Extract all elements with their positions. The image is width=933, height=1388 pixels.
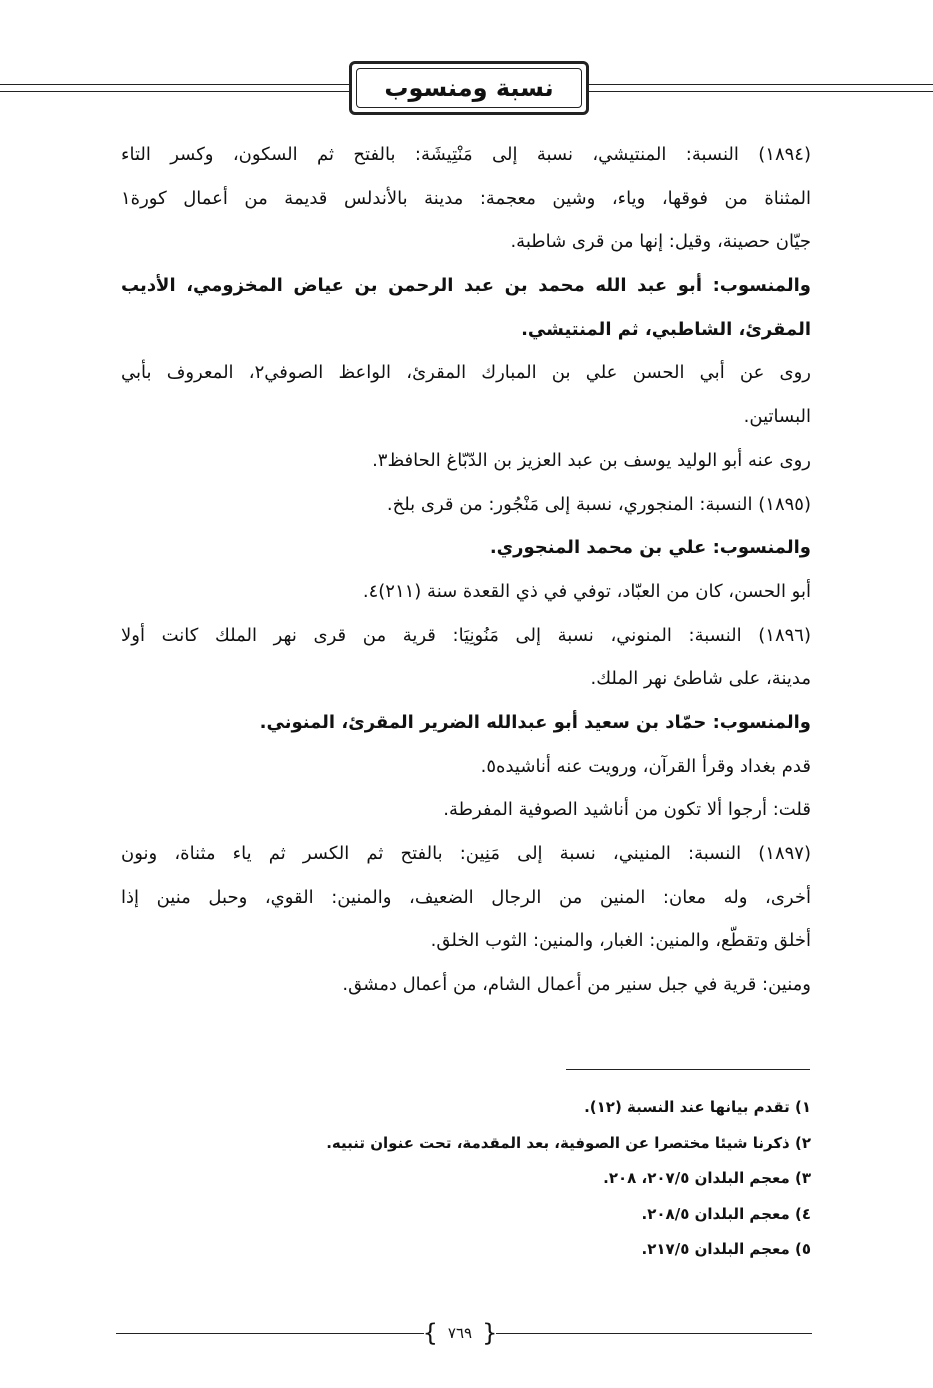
- footnote-4: ٤) معجم البلدان ٢٠٨/٥.: [641, 1204, 811, 1223]
- text-line-20: ومنين: قرية في جبل سنير من أعمال الشام، من أعمال دمشق.: [342, 974, 811, 996]
- text-line-3: جيّان حصينة، وقيل: إنها من قرى شاطبة.: [510, 231, 811, 253]
- header-rule-right-bottom: [589, 91, 933, 92]
- header-title: نسبة ومنسوب: [384, 74, 554, 102]
- footnote-separator: [566, 1069, 810, 1070]
- page-number-rule-left: [116, 1333, 424, 1334]
- text-line-2: المثناة من فوقها، وياء، وشين معجمة: مدينة بالأندلس قديمة من أعمال كورة١: [121, 187, 811, 209]
- text-line-13: مدينة، على شاطئ نهر الملك.: [590, 668, 811, 690]
- page-number-value: ٧٦٩: [447, 1324, 473, 1342]
- footnotes: [121, 1090, 811, 1268]
- text-line-8: روى عنه أبو الوليد يوسف بن عبد العزيز بن الدّبّاغ الحافظ٣.: [372, 449, 811, 471]
- footnote-1: ١) تقدم بيانها عند النسبة (١٢).: [584, 1098, 811, 1116]
- footnote-2: ٢) ذكرنا شيئا مختصرا عن الصوفية، بعد المقدمة، تحت عنوان تنبيه.: [326, 1133, 811, 1152]
- header-rule-left-top: [0, 84, 349, 85]
- text-line-7: البساتين.: [743, 406, 811, 428]
- page-number: [424, 1318, 496, 1348]
- text-line-16: قلت: أرجوا ألا تكون من أناشيد الصوفية المفرطة.: [443, 799, 811, 821]
- text-line-1: (١٨٩٤) النسبة: المنتيشي، نسبة إلى مَنْتِيشَة: بالفتح ثم السكون، وكسر التاء: [121, 144, 811, 165]
- text-line-12: (١٨٩٦) النسبة: المنوني، نسبة إلى مَنُونِيَا: قرية من قرى نهر الملك كانت أولا: [121, 624, 811, 646]
- brace-close: }: [422, 1319, 438, 1347]
- text-line-4: والمنسوب: أبو عبد الله محمد بن عبد الرحمن بن عياض المخزومي، الأديب: [121, 275, 811, 297]
- text-line-5: المقرئ، الشاطبي، ثم المنتيشي.: [521, 318, 811, 340]
- text-line-18: أخرى، وله معان: المنين من الرجال الضعيف، والمنين: القوي، وحبل منين إذا: [121, 886, 811, 908]
- header-title-frame: [349, 61, 589, 115]
- brace-open: {: [482, 1319, 498, 1347]
- footnote-3: ٣) معجم البلدان ٢٠٧/٥، ٢٠٨.: [603, 1169, 811, 1187]
- text-line-9: (١٨٩٥) النسبة: المنجوري، نسبة إلى مَنْجُور: من قرى بلخ.: [386, 493, 811, 515]
- header-rule-left-bottom: [0, 91, 349, 92]
- text-line-19: أخلق وتقطّع، والمنين: الغبار، والمنين: الثوب الخلق.: [430, 930, 811, 952]
- footnote-5: ٥) معجم البلدان ٢١٧/٥.: [641, 1240, 811, 1258]
- body-text: [121, 133, 811, 1007]
- text-line-6: روى عن أبي الحسن علي بن المبارك المقرئ، الواعظ الصوفي٢، المعروف بأبي: [121, 362, 811, 384]
- text-line-14: والمنسوب: حمّاد بن سعيد أبو عبدالله الضرير المقرئ، المنوني.: [259, 711, 811, 733]
- page-number-rule-right: [496, 1333, 812, 1334]
- text-line-10: والمنسوب: علي بن محمد المنجوري.: [489, 537, 811, 559]
- header-rule-right-top: [589, 84, 933, 85]
- text-line-11: أبو الحسن، كان من العبّاد، توفي في ذي القعدة سنة (٢١١)٤.: [362, 580, 811, 602]
- text-line-17: (١٨٩٧) النسبة: المنيني، نسبة إلى مَنِين: بالفتح ثم الكسر ثم ياء مثناة، ونون: [121, 843, 811, 864]
- text-line-15: قدم بغداد وقرأ القرآن، ورويت عنه أناشيده٥.: [480, 755, 811, 777]
